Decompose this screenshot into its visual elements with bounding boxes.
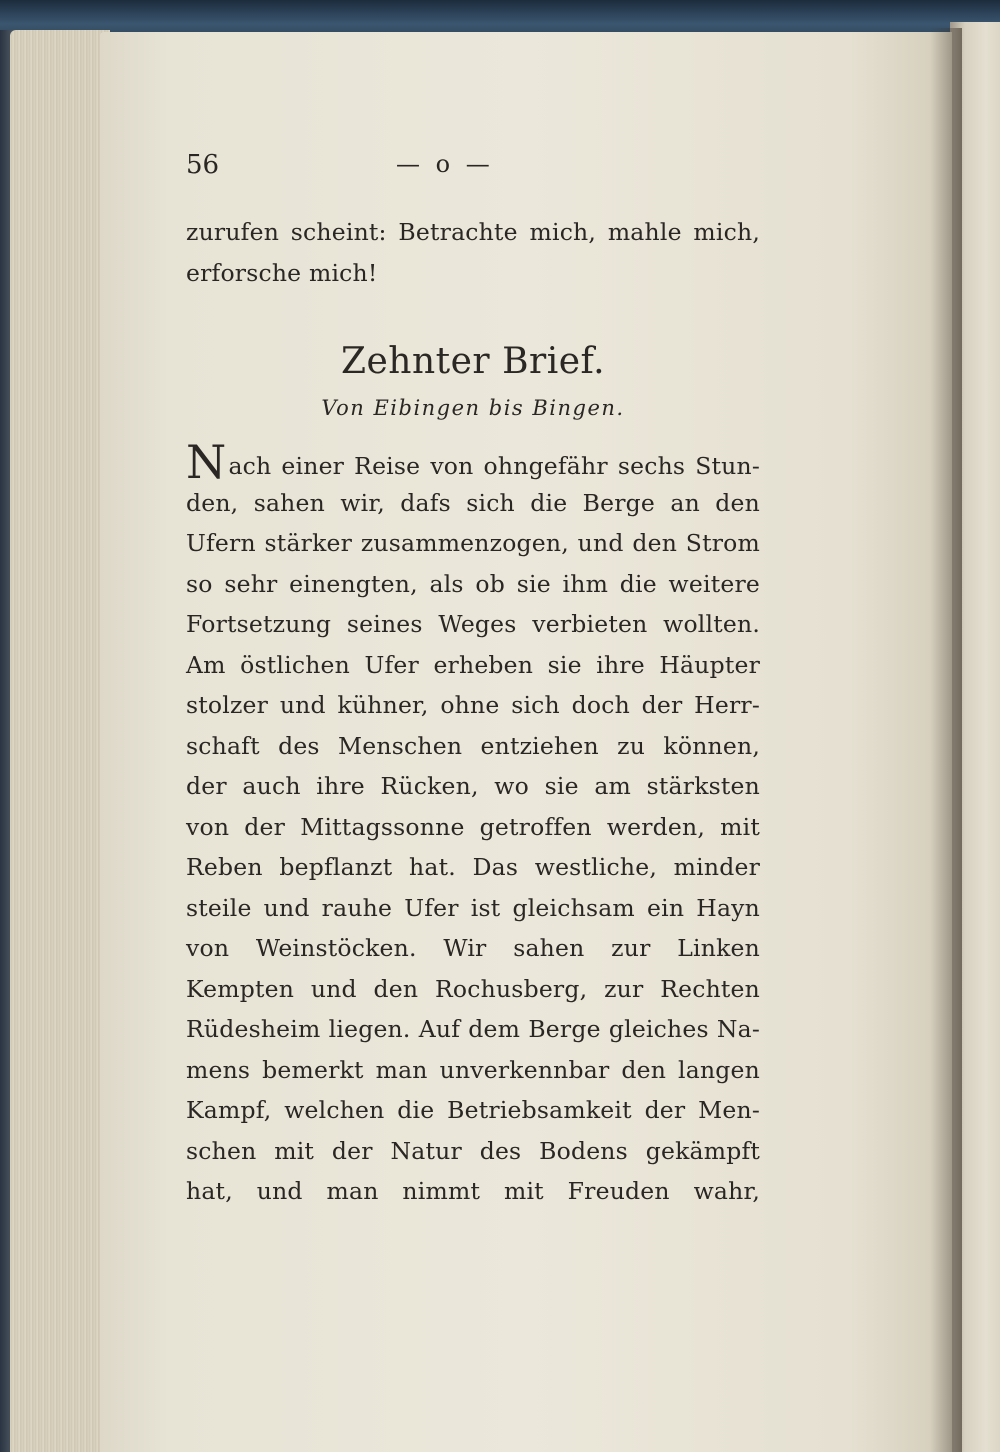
text-line-first	[186, 435, 760, 489]
page-content	[186, 150, 866, 1212]
text-line: steile und rauhe Ufer ist gleichsam ein Hayn	[186, 893, 760, 922]
text-line: Fortsetzung seines Weges verbieten wollten.	[186, 610, 760, 638]
text-line: erforsche mich!	[186, 258, 378, 287]
page-number: 56	[186, 150, 220, 180]
text-line: von Weinstöcken. Wir sahen zur Linken	[186, 934, 760, 962]
text-line: so sehr einengten, als ob sie ihm die weitere	[186, 569, 760, 598]
text-line: schaft des Menschen entziehen zu können,	[186, 731, 760, 760]
header-ornament: — o —	[396, 150, 494, 178]
text-line: zurufen scheint: Betrachte mich, mahle mich,	[186, 218, 760, 246]
text-line: Ufern stärker zusammenzogen, und den Strom	[186, 529, 760, 557]
running-header	[186, 150, 866, 190]
initial-letter: N	[186, 435, 227, 489]
text-line: von der Mittagssonne getroffen werden, mit	[186, 812, 760, 841]
text-line: mens bemerkt man unverkennbar den langen	[186, 1055, 760, 1084]
text-line: der auch ihre Rücken, wo sie am stärksten	[186, 772, 760, 800]
page-gutter-shadow	[930, 28, 962, 1452]
first-line-text: ach einer Reise von ohngefähr sechs Stun-	[228, 452, 760, 480]
text-line: Am östlichen Ufer erheben sie ihre Häupter	[186, 650, 760, 679]
text-line: Kampf, welchen die Betriebsamkeit der Men-	[186, 1096, 760, 1124]
text-line: Rüdesheim liegen. Auf dem Berge gleiches Na-	[186, 1015, 760, 1043]
carry-over-paragraph	[186, 212, 866, 293]
text-line: den, sahen wir, dafs sich die Berge an den	[186, 488, 760, 517]
chapter-title: Zehnter Brief.	[340, 341, 606, 382]
main-paragraph	[186, 435, 866, 1212]
text-line: Reben bepflanzt hat. Das westliche, minder	[186, 853, 760, 881]
text-line: hat, und man nimmt mit Freuden wahr,	[186, 1177, 760, 1205]
text-line: Kempten und den Rochusberg, zur Rechten	[186, 974, 760, 1003]
chapter-subtitle: Von Eibingen bis Bingen.	[321, 396, 625, 420]
text-line: stolzer und kühner, ohne sich doch der Herr-	[186, 691, 760, 719]
text-line: schen mit der Natur des Bodens gekämpft	[186, 1136, 760, 1165]
page-edges-stack	[10, 30, 110, 1452]
